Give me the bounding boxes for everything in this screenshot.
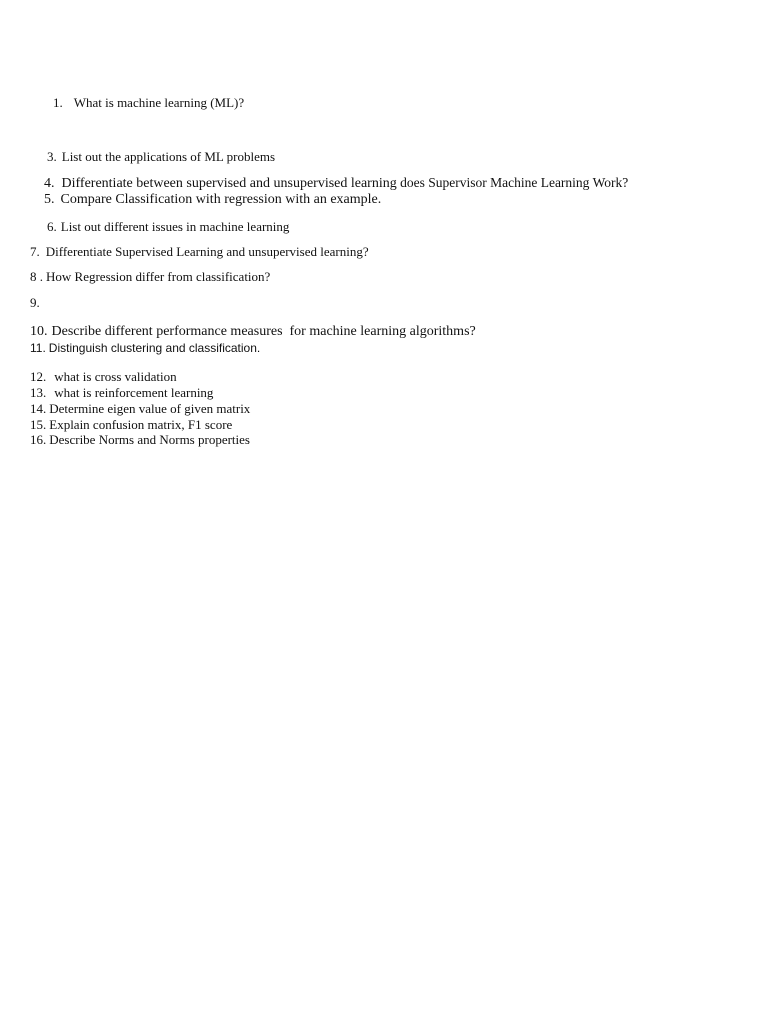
question-9 — [30, 296, 40, 309]
question-number: 9. — [30, 295, 40, 310]
question-16 — [30, 433, 250, 446]
question-6 — [47, 220, 289, 233]
question-text: Compare Classification with regression with an example. — [60, 192, 382, 207]
question-text: Describe different performance measures for machine learning algorithms? — [51, 324, 476, 339]
question-text: Differentiate Supervised Learning and unsupervised learning? — [45, 244, 369, 259]
question-text: Differentiate between supervised and unsupervised learning — [61, 176, 397, 191]
question-7 — [30, 245, 369, 258]
question-number: 4. — [44, 176, 55, 191]
question-text: Explain confusion matrix, F1 score — [49, 417, 233, 432]
question-12 — [30, 370, 177, 383]
question-text: List out different issues in machine learning — [60, 219, 290, 234]
question-number: 12. — [30, 369, 47, 384]
question-text: what is cross validation — [54, 369, 177, 384]
question-text: Distinguish clustering and classification. — [48, 341, 261, 355]
question-text: How Regression differ from classification? — [46, 269, 271, 284]
question-number: 8 . — [30, 269, 43, 284]
question-1 — [53, 96, 244, 109]
question-number: 16. — [30, 432, 47, 447]
question-15 — [30, 418, 232, 431]
question-number: 6. — [47, 219, 57, 234]
question-10 — [30, 325, 476, 339]
question-number: 1. — [53, 95, 63, 110]
question-4 — [44, 176, 628, 191]
question-text: What is machine learning (ML)? — [73, 95, 245, 110]
question-number: 11. — [30, 341, 46, 355]
question-5 — [44, 193, 381, 207]
question-text: what is reinforcement learning — [54, 385, 214, 400]
question-number: 13. — [30, 385, 47, 400]
question-number: 15. — [30, 417, 47, 432]
question-13 — [30, 386, 213, 399]
question-number: 3. — [47, 149, 57, 164]
question-number: 7. — [30, 244, 40, 259]
question-text: List out the applications of ML problems — [61, 149, 276, 164]
question-number: 5. — [44, 192, 55, 207]
question-number: 10. — [30, 324, 48, 339]
question-text-continuation: does Supervisor Machine Learning Work? — [396, 175, 629, 190]
question-text: Determine eigen value of given matrix — [49, 401, 251, 416]
question-11 — [30, 342, 260, 354]
question-number: 14. — [30, 401, 47, 416]
question-8 — [30, 270, 270, 283]
question-14 — [30, 402, 250, 415]
question-3 — [47, 150, 275, 163]
question-text: Describe Norms and Norms properties — [49, 432, 250, 447]
